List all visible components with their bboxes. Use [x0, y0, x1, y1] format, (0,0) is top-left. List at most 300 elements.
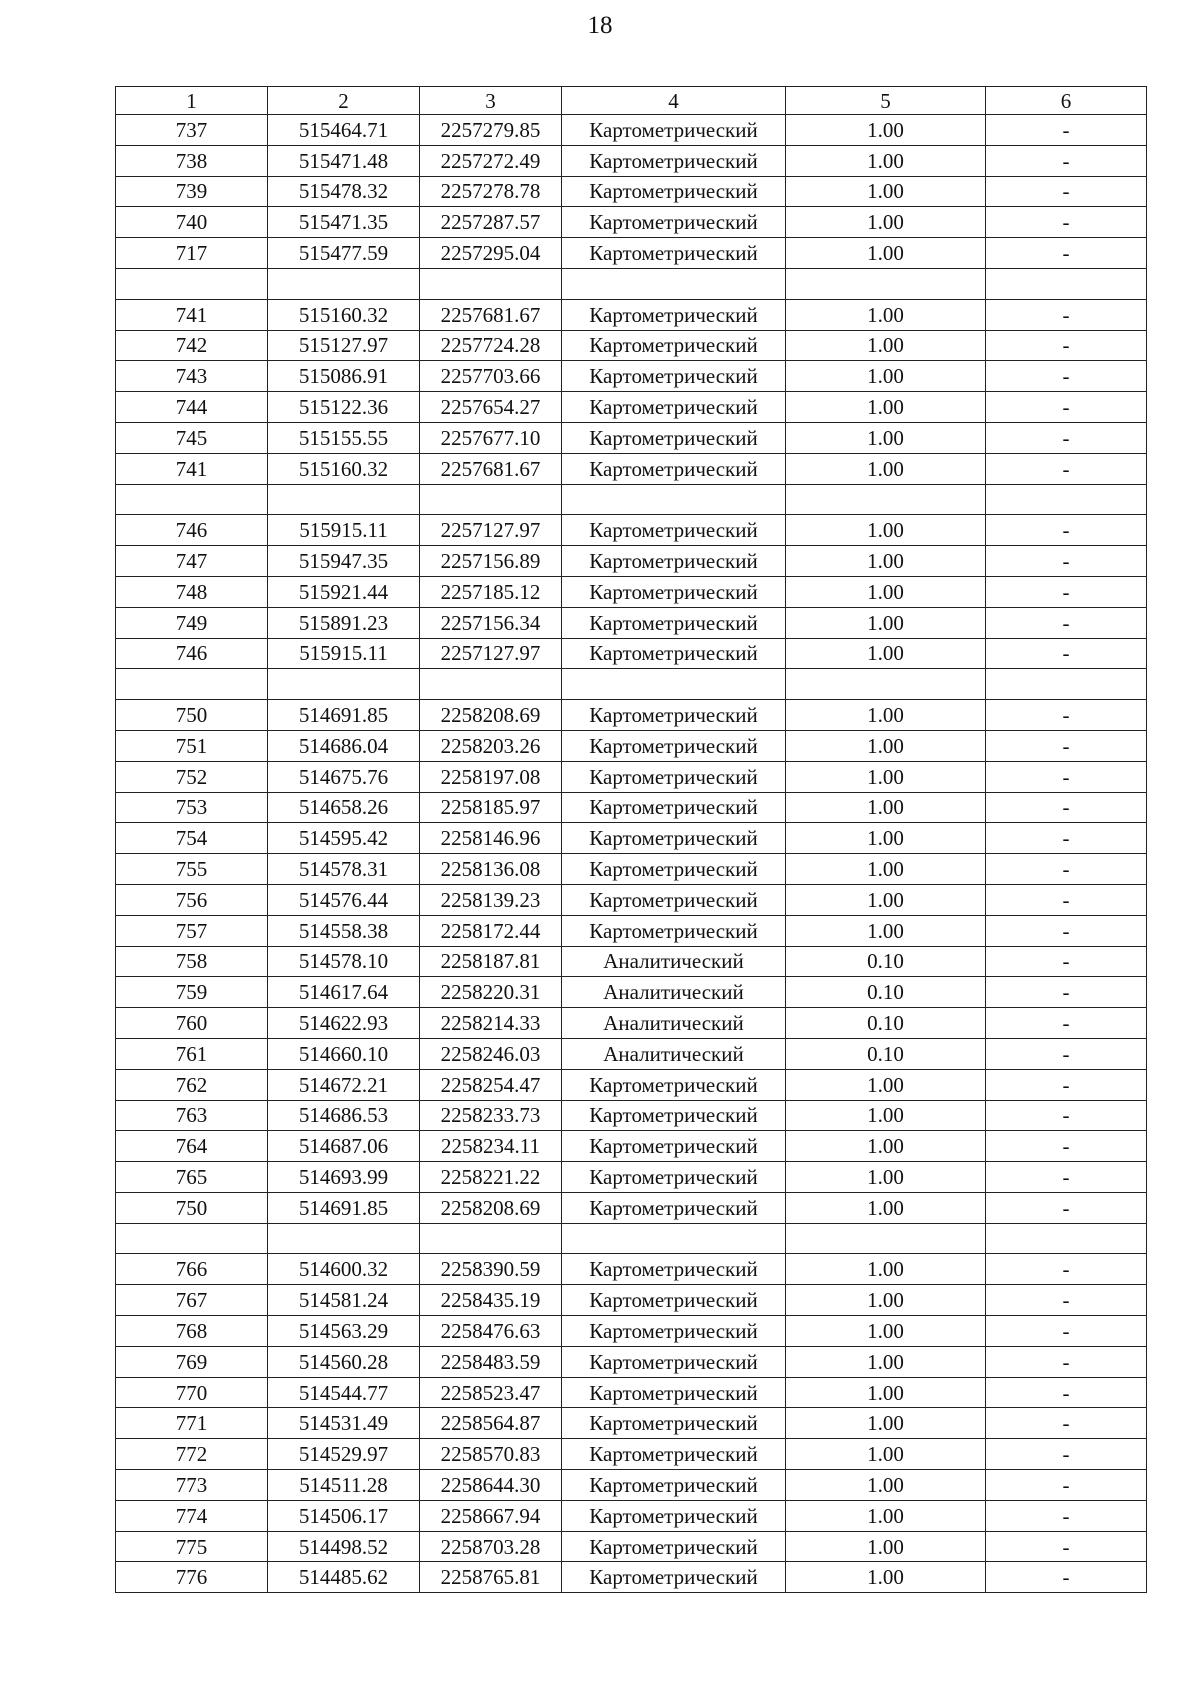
accuracy-cell: 1.00 [786, 1316, 986, 1347]
x-coordinate-cell: 515478.32 [268, 176, 420, 207]
method-cell: Картометрический [562, 238, 786, 269]
column-header: 2 [268, 87, 420, 115]
x-coordinate-cell: 514498.52 [268, 1531, 420, 1562]
accuracy-cell: 1.00 [786, 392, 986, 423]
x-coordinate-cell: 514578.10 [268, 946, 420, 977]
point-number-cell [116, 1223, 268, 1254]
point-number-cell: 750 [116, 1192, 268, 1223]
method-cell: Картометрический [562, 145, 786, 176]
accuracy-cell: 0.10 [786, 1008, 986, 1039]
x-coordinate-cell: 515160.32 [268, 453, 420, 484]
table-row [116, 761, 1147, 792]
method-cell: Картометрический [562, 607, 786, 638]
accuracy-cell: 1.00 [786, 1285, 986, 1316]
x-coordinate-cell: 515086.91 [268, 361, 420, 392]
table-row [116, 1254, 1147, 1285]
note-cell [986, 268, 1147, 299]
method-cell: Картометрический [562, 1408, 786, 1439]
y-coordinate-cell: 2258254.47 [420, 1069, 562, 1100]
note-cell: - [986, 638, 1147, 669]
table-row [116, 915, 1147, 946]
x-coordinate-cell [268, 268, 420, 299]
table-row [116, 669, 1147, 700]
y-coordinate-cell: 2258203.26 [420, 730, 562, 761]
x-coordinate-cell: 514560.28 [268, 1346, 420, 1377]
point-number-cell: 739 [116, 176, 268, 207]
x-coordinate-cell: 514600.32 [268, 1254, 420, 1285]
point-number-cell: 758 [116, 946, 268, 977]
table-row [116, 700, 1147, 731]
x-coordinate-cell: 515464.71 [268, 115, 420, 146]
note-cell: - [986, 1162, 1147, 1193]
accuracy-cell [786, 669, 986, 700]
x-coordinate-cell: 514693.99 [268, 1162, 420, 1193]
method-cell: Картометрический [562, 854, 786, 885]
point-number-cell: 742 [116, 330, 268, 361]
note-cell: - [986, 1470, 1147, 1501]
point-number-cell: 763 [116, 1100, 268, 1131]
point-number-cell: 755 [116, 854, 268, 885]
note-cell: - [986, 207, 1147, 238]
method-cell: Картометрический [562, 422, 786, 453]
y-coordinate-cell: 2257279.85 [420, 115, 562, 146]
y-coordinate-cell: 2257272.49 [420, 145, 562, 176]
note-cell: - [986, 1439, 1147, 1470]
table-row [116, 515, 1147, 546]
y-coordinate-cell: 2258136.08 [420, 854, 562, 885]
y-coordinate-cell: 2258523.47 [420, 1377, 562, 1408]
method-cell: Аналитический [562, 1038, 786, 1069]
y-coordinate-cell: 2257724.28 [420, 330, 562, 361]
method-cell [562, 268, 786, 299]
table-row [116, 268, 1147, 299]
accuracy-cell: 1.00 [786, 700, 986, 731]
note-cell: - [986, 546, 1147, 577]
x-coordinate-cell: 514578.31 [268, 854, 420, 885]
table-row [116, 1377, 1147, 1408]
table-row [116, 546, 1147, 577]
x-coordinate-cell: 515947.35 [268, 546, 420, 577]
point-number-cell: 754 [116, 823, 268, 854]
column-header: 6 [986, 87, 1147, 115]
note-cell: - [986, 115, 1147, 146]
table-row [116, 946, 1147, 977]
x-coordinate-cell: 514686.04 [268, 730, 420, 761]
accuracy-cell [786, 268, 986, 299]
point-number-cell: 776 [116, 1562, 268, 1593]
y-coordinate-cell: 2258570.83 [420, 1439, 562, 1470]
table-row [116, 1131, 1147, 1162]
method-cell: Картометрический [562, 515, 786, 546]
x-coordinate-cell: 515891.23 [268, 607, 420, 638]
table-row [116, 1100, 1147, 1131]
table-row [116, 392, 1147, 423]
note-cell [986, 669, 1147, 700]
table-row [116, 730, 1147, 761]
y-coordinate-cell: 2257703.66 [420, 361, 562, 392]
accuracy-cell: 1.00 [786, 1192, 986, 1223]
point-number-cell: 757 [116, 915, 268, 946]
table-row [116, 176, 1147, 207]
point-number-cell: 768 [116, 1316, 268, 1347]
method-cell: Картометрический [562, 392, 786, 423]
point-number-cell [116, 669, 268, 700]
note-cell: - [986, 1531, 1147, 1562]
method-cell: Картометрический [562, 792, 786, 823]
table-row [116, 792, 1147, 823]
table-row [116, 145, 1147, 176]
point-number-cell [116, 484, 268, 515]
x-coordinate-cell: 515122.36 [268, 392, 420, 423]
x-coordinate-cell: 515160.32 [268, 299, 420, 330]
table-row [116, 607, 1147, 638]
method-cell: Картометрический [562, 1316, 786, 1347]
table-row [116, 1008, 1147, 1039]
y-coordinate-cell: 2258703.28 [420, 1531, 562, 1562]
table-row [116, 1285, 1147, 1316]
x-coordinate-cell [268, 1223, 420, 1254]
note-cell: - [986, 700, 1147, 731]
x-coordinate-cell: 514529.97 [268, 1439, 420, 1470]
table-row [116, 330, 1147, 361]
y-coordinate-cell: 2258214.33 [420, 1008, 562, 1039]
x-coordinate-cell: 514672.21 [268, 1069, 420, 1100]
note-cell: - [986, 946, 1147, 977]
point-number-cell: 759 [116, 977, 268, 1008]
x-coordinate-cell: 514658.26 [268, 792, 420, 823]
table-row [116, 453, 1147, 484]
table-row [116, 1192, 1147, 1223]
table-row [116, 1162, 1147, 1193]
y-coordinate-cell: 2258208.69 [420, 1192, 562, 1223]
note-cell: - [986, 145, 1147, 176]
x-coordinate-cell: 514563.29 [268, 1316, 420, 1347]
method-cell: Картометрический [562, 330, 786, 361]
method-cell: Картометрический [562, 1162, 786, 1193]
method-cell [562, 484, 786, 515]
y-coordinate-cell [420, 669, 562, 700]
x-coordinate-cell: 514511.28 [268, 1470, 420, 1501]
accuracy-cell: 1.00 [786, 638, 986, 669]
point-number-cell: 770 [116, 1377, 268, 1408]
point-number-cell: 762 [116, 1069, 268, 1100]
point-number-cell: 738 [116, 145, 268, 176]
column-header: 1 [116, 87, 268, 115]
point-number-cell: 740 [116, 207, 268, 238]
note-cell: - [986, 884, 1147, 915]
method-cell: Картометрический [562, 299, 786, 330]
method-cell: Картометрический [562, 1346, 786, 1377]
y-coordinate-cell: 2257287.57 [420, 207, 562, 238]
table-row [116, 1500, 1147, 1531]
table-row [116, 422, 1147, 453]
x-coordinate-cell: 514558.38 [268, 915, 420, 946]
accuracy-cell: 1.00 [786, 361, 986, 392]
point-number-cell: 766 [116, 1254, 268, 1285]
x-coordinate-cell [268, 484, 420, 515]
x-coordinate-cell: 515477.59 [268, 238, 420, 269]
note-cell: - [986, 977, 1147, 1008]
table-row [116, 1439, 1147, 1470]
table-row [116, 1038, 1147, 1069]
note-cell: - [986, 238, 1147, 269]
method-cell: Картометрический [562, 700, 786, 731]
accuracy-cell: 1.00 [786, 1100, 986, 1131]
method-cell: Картометрический [562, 730, 786, 761]
x-coordinate-cell: 514687.06 [268, 1131, 420, 1162]
method-cell: Картометрический [562, 638, 786, 669]
method-cell: Картометрический [562, 1285, 786, 1316]
point-number-cell: 743 [116, 361, 268, 392]
point-number-cell: 747 [116, 546, 268, 577]
x-coordinate-cell: 514576.44 [268, 884, 420, 915]
note-cell: - [986, 823, 1147, 854]
accuracy-cell: 1.00 [786, 1562, 986, 1593]
point-number-cell [116, 268, 268, 299]
accuracy-cell: 1.00 [786, 546, 986, 577]
note-cell: - [986, 730, 1147, 761]
accuracy-cell: 1.00 [786, 576, 986, 607]
note-cell: - [986, 422, 1147, 453]
x-coordinate-cell: 515155.55 [268, 422, 420, 453]
y-coordinate-cell: 2257677.10 [420, 422, 562, 453]
y-coordinate-cell: 2258197.08 [420, 761, 562, 792]
y-coordinate-cell: 2257127.97 [420, 515, 562, 546]
accuracy-cell: 1.00 [786, 453, 986, 484]
table-row [116, 977, 1147, 1008]
note-cell: - [986, 1008, 1147, 1039]
note-cell: - [986, 515, 1147, 546]
method-cell: Картометрический [562, 1192, 786, 1223]
accuracy-cell: 0.10 [786, 1038, 986, 1069]
x-coordinate-cell: 515915.11 [268, 638, 420, 669]
accuracy-cell: 1.00 [786, 1069, 986, 1100]
point-number-cell: 751 [116, 730, 268, 761]
accuracy-cell: 1.00 [786, 792, 986, 823]
accuracy-cell: 1.00 [786, 422, 986, 453]
method-cell: Аналитический [562, 977, 786, 1008]
method-cell: Картометрический [562, 546, 786, 577]
accuracy-cell: 1.00 [786, 1500, 986, 1531]
note-cell: - [986, 392, 1147, 423]
point-number-cell: 756 [116, 884, 268, 915]
x-coordinate-cell: 514595.42 [268, 823, 420, 854]
point-number-cell: 765 [116, 1162, 268, 1193]
y-coordinate-cell: 2257127.97 [420, 638, 562, 669]
accuracy-cell: 1.00 [786, 176, 986, 207]
y-coordinate-cell: 2258233.73 [420, 1100, 562, 1131]
x-coordinate-cell: 514544.77 [268, 1377, 420, 1408]
method-cell: Картометрический [562, 453, 786, 484]
y-coordinate-cell: 2258220.31 [420, 977, 562, 1008]
table-header-row [116, 87, 1147, 115]
table-row [116, 884, 1147, 915]
note-cell: - [986, 1100, 1147, 1131]
point-number-cell: 775 [116, 1531, 268, 1562]
note-cell: - [986, 330, 1147, 361]
method-cell: Картометрический [562, 1439, 786, 1470]
x-coordinate-cell: 514506.17 [268, 1500, 420, 1531]
table-row [116, 115, 1147, 146]
point-number-cell: 749 [116, 607, 268, 638]
y-coordinate-cell: 2258146.96 [420, 823, 562, 854]
accuracy-cell: 1.00 [786, 730, 986, 761]
table-row [116, 207, 1147, 238]
y-coordinate-cell: 2257156.89 [420, 546, 562, 577]
point-number-cell: 717 [116, 238, 268, 269]
accuracy-cell: 1.00 [786, 915, 986, 946]
y-coordinate-cell [420, 268, 562, 299]
accuracy-cell: 1.00 [786, 761, 986, 792]
table-row [116, 1408, 1147, 1439]
note-cell: - [986, 1069, 1147, 1100]
x-coordinate-cell: 515471.35 [268, 207, 420, 238]
x-coordinate-cell: 514581.24 [268, 1285, 420, 1316]
y-coordinate-cell: 2258246.03 [420, 1038, 562, 1069]
x-coordinate-cell: 514691.85 [268, 1192, 420, 1223]
note-cell: - [986, 854, 1147, 885]
note-cell: - [986, 792, 1147, 823]
y-coordinate-cell: 2258644.30 [420, 1470, 562, 1501]
accuracy-cell: 1.00 [786, 238, 986, 269]
y-coordinate-cell: 2257681.67 [420, 299, 562, 330]
note-cell: - [986, 1408, 1147, 1439]
note-cell: - [986, 1562, 1147, 1593]
note-cell: - [986, 915, 1147, 946]
method-cell: Картометрический [562, 915, 786, 946]
accuracy-cell: 0.10 [786, 977, 986, 1008]
accuracy-cell: 0.10 [786, 946, 986, 977]
point-number-cell: 767 [116, 1285, 268, 1316]
x-coordinate-cell: 515127.97 [268, 330, 420, 361]
method-cell: Картометрический [562, 115, 786, 146]
table-body [116, 115, 1147, 1593]
point-number-cell: 772 [116, 1439, 268, 1470]
accuracy-cell: 1.00 [786, 1131, 986, 1162]
point-number-cell: 769 [116, 1346, 268, 1377]
note-cell: - [986, 607, 1147, 638]
method-cell: Аналитический [562, 1008, 786, 1039]
method-cell [562, 1223, 786, 1254]
table-row [116, 576, 1147, 607]
column-header: 3 [420, 87, 562, 115]
table-row [116, 484, 1147, 515]
note-cell [986, 484, 1147, 515]
accuracy-cell: 1.00 [786, 515, 986, 546]
note-cell: - [986, 761, 1147, 792]
y-coordinate-cell: 2258667.94 [420, 1500, 562, 1531]
note-cell: - [986, 576, 1147, 607]
note-cell: - [986, 1500, 1147, 1531]
point-number-cell: 774 [116, 1500, 268, 1531]
table-row [116, 1346, 1147, 1377]
accuracy-cell: 1.00 [786, 1531, 986, 1562]
point-number-cell: 746 [116, 515, 268, 546]
y-coordinate-cell: 2258139.23 [420, 884, 562, 915]
x-coordinate-cell: 515471.48 [268, 145, 420, 176]
accuracy-cell: 1.00 [786, 1346, 986, 1377]
table-row [116, 1069, 1147, 1100]
accuracy-cell: 1.00 [786, 854, 986, 885]
x-coordinate-cell: 514686.53 [268, 1100, 420, 1131]
method-cell: Картометрический [562, 207, 786, 238]
y-coordinate-cell: 2257156.34 [420, 607, 562, 638]
method-cell: Картометрический [562, 1100, 786, 1131]
table-row [116, 361, 1147, 392]
y-coordinate-cell: 2258234.11 [420, 1131, 562, 1162]
accuracy-cell: 1.00 [786, 145, 986, 176]
method-cell: Картометрический [562, 1131, 786, 1162]
point-number-cell: 741 [116, 299, 268, 330]
note-cell: - [986, 1316, 1147, 1347]
method-cell: Картометрический [562, 576, 786, 607]
accuracy-cell: 1.00 [786, 1377, 986, 1408]
point-number-cell: 753 [116, 792, 268, 823]
y-coordinate-cell: 2257278.78 [420, 176, 562, 207]
method-cell: Картометрический [562, 823, 786, 854]
method-cell: Картометрический [562, 1500, 786, 1531]
x-coordinate-cell: 514675.76 [268, 761, 420, 792]
accuracy-cell [786, 484, 986, 515]
point-number-cell: 761 [116, 1038, 268, 1069]
y-coordinate-cell: 2258187.81 [420, 946, 562, 977]
table-row [116, 1531, 1147, 1562]
y-coordinate-cell: 2258208.69 [420, 700, 562, 731]
coordinates-table [115, 86, 1147, 1593]
y-coordinate-cell: 2258172.44 [420, 915, 562, 946]
point-number-cell: 760 [116, 1008, 268, 1039]
accuracy-cell: 1.00 [786, 330, 986, 361]
point-number-cell: 741 [116, 453, 268, 484]
y-coordinate-cell [420, 484, 562, 515]
table-row [116, 854, 1147, 885]
note-cell: - [986, 1131, 1147, 1162]
point-number-cell: 745 [116, 422, 268, 453]
note-cell: - [986, 1038, 1147, 1069]
y-coordinate-cell: 2258483.59 [420, 1346, 562, 1377]
method-cell: Картометрический [562, 884, 786, 915]
accuracy-cell: 1.00 [786, 1470, 986, 1501]
accuracy-cell: 1.00 [786, 823, 986, 854]
x-coordinate-cell: 514485.62 [268, 1562, 420, 1593]
note-cell: - [986, 361, 1147, 392]
accuracy-cell: 1.00 [786, 207, 986, 238]
accuracy-cell: 1.00 [786, 607, 986, 638]
method-cell: Картометрический [562, 361, 786, 392]
note-cell: - [986, 299, 1147, 330]
method-cell: Картометрический [562, 1069, 786, 1100]
method-cell: Картометрический [562, 176, 786, 207]
note-cell [986, 1223, 1147, 1254]
method-cell [562, 669, 786, 700]
note-cell: - [986, 1346, 1147, 1377]
table-row [116, 238, 1147, 269]
y-coordinate-cell: 2258476.63 [420, 1316, 562, 1347]
y-coordinate-cell: 2258390.59 [420, 1254, 562, 1285]
note-cell: - [986, 1192, 1147, 1223]
y-coordinate-cell: 2258221.22 [420, 1162, 562, 1193]
table-row [116, 1316, 1147, 1347]
method-cell: Аналитический [562, 946, 786, 977]
table-row [116, 638, 1147, 669]
point-number-cell: 737 [116, 115, 268, 146]
accuracy-cell [786, 1223, 986, 1254]
accuracy-cell: 1.00 [786, 884, 986, 915]
accuracy-cell: 1.00 [786, 115, 986, 146]
table-row [116, 1470, 1147, 1501]
point-number-cell: 764 [116, 1131, 268, 1162]
method-cell: Картометрический [562, 1470, 786, 1501]
